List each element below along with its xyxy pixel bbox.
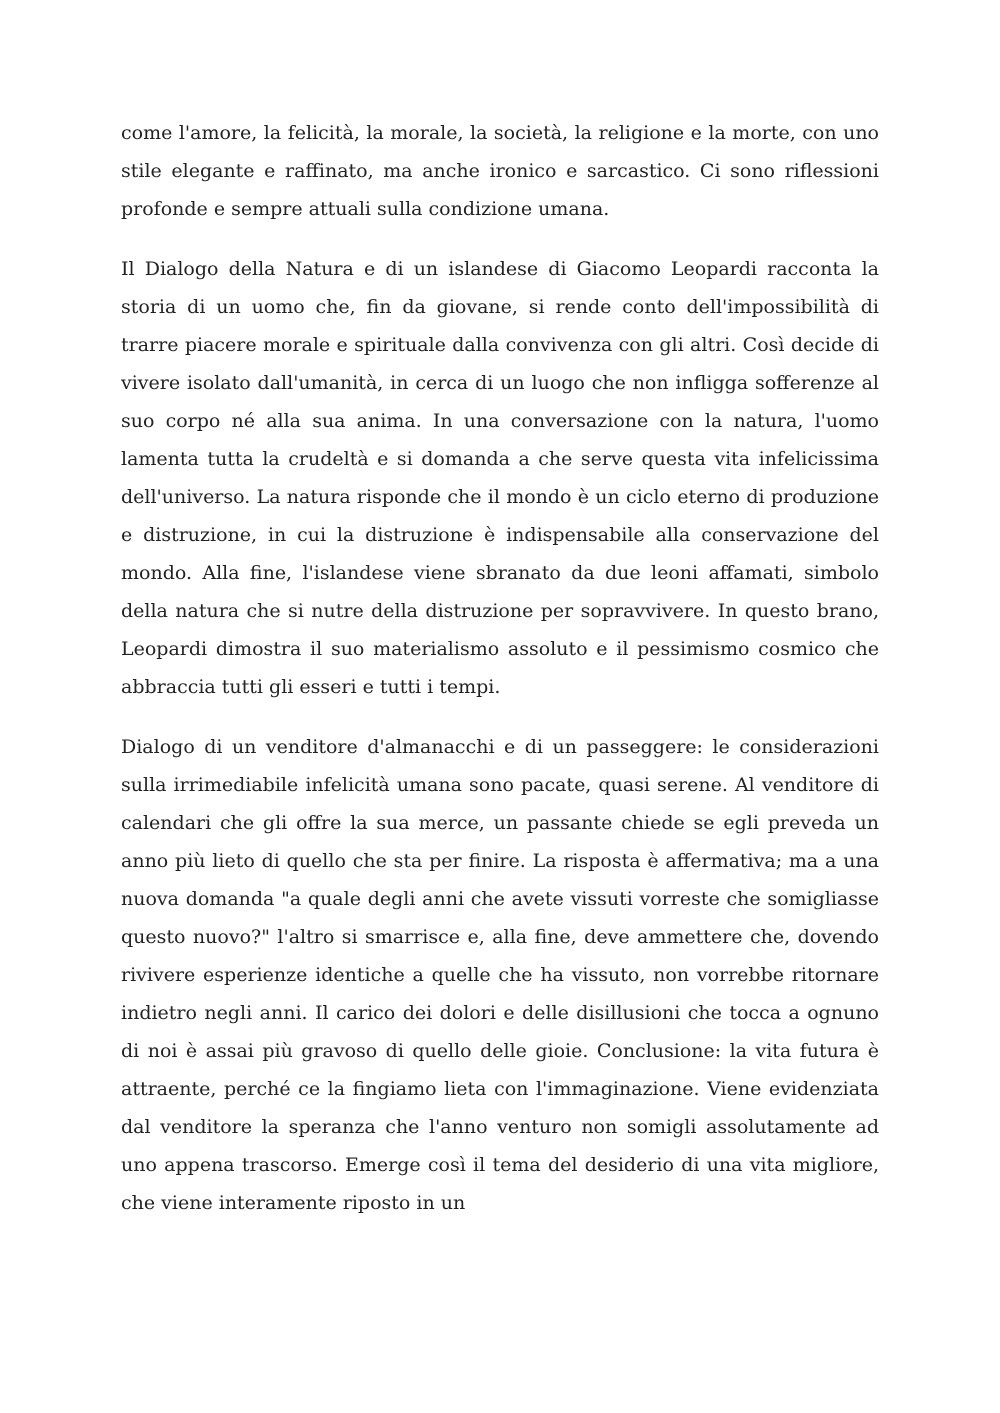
paragraph-dialogo-natura-islandese: Il Dialogo della Natura e di un islandese di Giacomo Leopardi racconta la storia di un uomo che, fin da giovane, si rende conto dell'impossibilità di trarre piacere morale e spirituale dalla convivenza con gli altri. Così decide di vivere isolato dall'umanità, in cerca di un luogo che non infligga sofferenze al suo corpo né alla sua anima. In una conversazione con la natura, l'uomo lamenta tutta la crudeltà e si domanda a che serve questa vita infelicissima dell'universo. La natura risponde che il mondo è un ciclo eterno di produzione e distruzione, in cui la distruzione è indispensabile alla conservazione del mondo. Alla fine, l'islandese viene sbranato da due leoni affamati, simbolo della natura che si nutre della distruzione per sopravvivere. In questo brano, Leopardi dimostra il suo materialismo assoluto e il pessimismo cosmico che abbraccia tutti gli esseri e tutti i tempi. (121, 258, 879, 698)
document-body (121, 114, 879, 1244)
paragraph-continuation: come l'amore, la felicità, la morale, la società, la religione e la morte, con uno stile elegante e raffinato, ma anche ironico e sarcastico. Ci sono riflessioni profonde e sempre attuali sulla condizione umana. (121, 122, 879, 220)
paragraph-dialogo-venditore-almanacchi: Dialogo di un venditore d'almanacchi e di un passeggere: le considerazioni sulla irrimediabile infelicità umana sono pacate, quasi serene. Al venditore di calendari che gli offre la sua merce, un passante chiede se egli preveda un anno più lieto di quello che sta per finire. La risposta è affermativa; ma a una nuova domanda "a quale degli anni che avete vissuti vorreste che somigliasse questo nuovo?" l'altro si smarrisce e, alla fine, deve ammettere che, dovendo rivivere esperienze identiche a quelle che ha vissuto, non vorrebbe ritornare indietro negli anni. Il carico dei dolori e delle disillusioni che tocca a ognuno di noi è assai più gravoso di quello delle gioie. Conclusione: la vita futura è attraente, perché ce la fingiamo lieta con l'immaginazione. Viene evidenziata dal venditore la speranza che l'anno venturo non somigli assolutamente ad uno appena trascorso. Emerge così il tema del desiderio di una vita migliore, che viene interamente riposto in un (121, 736, 879, 1214)
